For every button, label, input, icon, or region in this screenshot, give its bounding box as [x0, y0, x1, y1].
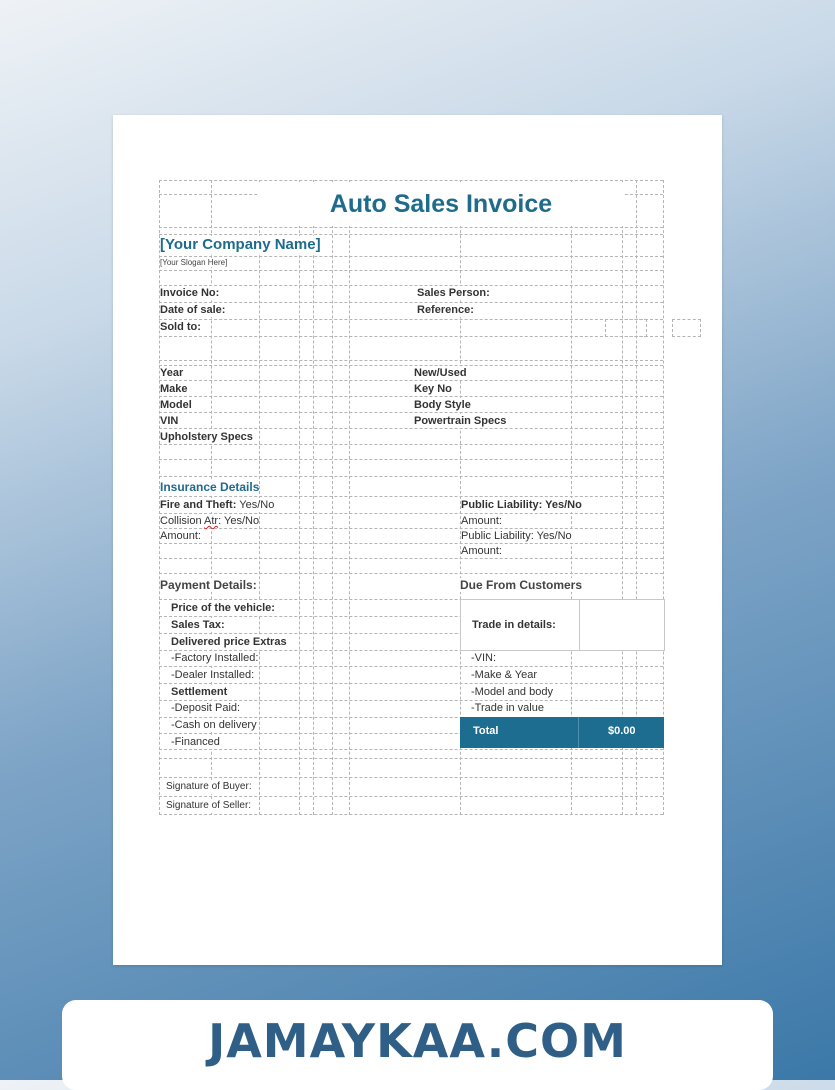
- grid-line: [159, 396, 663, 397]
- trade-in-details-label: Trade in details:: [472, 619, 556, 631]
- grid-line: [159, 319, 663, 320]
- grid-line: [349, 180, 350, 815]
- grid-line: [313, 180, 314, 815]
- grid-cell: [672, 319, 701, 337]
- company-slogan[interactable]: [Your Slogan Here]: [160, 258, 228, 267]
- trade-make-year-label: -Make & Year: [471, 669, 538, 681]
- grid-line: [159, 796, 663, 797]
- page-title: Auto Sales Invoice: [259, 182, 623, 226]
- grid-line: [159, 302, 663, 303]
- upholstery-specs-label: Upholstery Specs: [160, 431, 253, 443]
- fire-theft-value: Yes/No: [239, 499, 275, 511]
- grid-line: [299, 180, 300, 815]
- trade-in-box: [460, 599, 665, 651]
- powertrain-specs-label: Powertrain Specs: [414, 415, 507, 427]
- key-no-label: Key No: [414, 383, 452, 395]
- insurance-heading: Insurance Details: [160, 480, 260, 494]
- payment-heading: Payment Details:: [160, 578, 257, 592]
- deposit-paid-label: -Deposit Paid:: [171, 702, 241, 714]
- collision-prefix: Collision: [160, 515, 205, 527]
- grid-cell: [605, 319, 647, 337]
- grid-line: [159, 459, 663, 460]
- vehicle-vin-label: VIN: [160, 415, 179, 427]
- public-liability-1-label: Public Liability: Yes/No: [461, 499, 582, 511]
- grid-line: [159, 365, 663, 366]
- price-of-vehicle-label: Price of the vehicle:: [171, 602, 275, 614]
- amount-left-label: Amount:: [160, 530, 201, 542]
- trade-vin-label: -VIN:: [471, 652, 497, 664]
- total-label: Total: [473, 725, 499, 737]
- public-liability-2-label: Public Liability: Yes/No: [461, 530, 572, 542]
- grid-line: [159, 777, 663, 778]
- cash-on-delivery-label: -Cash on delivery: [171, 719, 257, 731]
- grid-line: [159, 180, 663, 181]
- collision-misspelled-word: Atr: [204, 515, 219, 527]
- grid-line: [159, 444, 663, 445]
- seller-signature-label: Signature of Seller:: [166, 800, 252, 811]
- collision-row: [160, 514, 259, 528]
- grid-line: [159, 234, 663, 235]
- grid-line: [159, 380, 663, 381]
- dealer-installed-label: -Dealer Installed:: [171, 669, 255, 681]
- date-of-sale-label: Date of sale:: [160, 304, 226, 316]
- fire-theft-label: Fire and Theft:: [160, 499, 237, 511]
- grid-line: [159, 360, 663, 361]
- grid-line: [159, 285, 663, 286]
- settlement-label: Settlement: [171, 686, 228, 698]
- grid-line: [332, 180, 333, 815]
- total-divider: [578, 717, 579, 748]
- trade-in-divider: [579, 600, 580, 650]
- grid-line: [159, 666, 663, 667]
- total-bar: [460, 717, 664, 748]
- total-value[interactable]: $0.00: [608, 725, 636, 737]
- footer-banner: [62, 1000, 773, 1090]
- grid-line: [159, 814, 663, 815]
- sales-tax-label: Sales Tax:: [171, 619, 225, 631]
- footer-brand[interactable]: JAMAYKAA.COM: [208, 1014, 627, 1068]
- grid-line: [159, 558, 663, 559]
- delivered-price-extras-label: Delivered price Extras: [171, 636, 287, 648]
- invoice-page: [113, 115, 722, 965]
- fire-theft-row: [160, 498, 274, 512]
- invoice-grid: [159, 180, 663, 815]
- body-style-label: Body Style: [414, 399, 471, 411]
- factory-installed-label: -Factory Installed:: [171, 652, 259, 664]
- grid-line: [159, 476, 663, 477]
- trade-model-body-label: -Model and body: [471, 686, 553, 698]
- grid-line: [159, 336, 663, 337]
- reference-label: Reference:: [417, 304, 474, 316]
- grid-line: [159, 528, 663, 529]
- new-used-label: New/Used: [414, 367, 467, 379]
- grid-line: [159, 683, 663, 684]
- grid-line: [159, 573, 663, 574]
- sales-person-label: Sales Person:: [417, 287, 490, 299]
- grid-line: [159, 227, 663, 228]
- financed-label: -Financed: [171, 736, 220, 748]
- grid-line: [159, 496, 663, 497]
- grid-line: [159, 428, 663, 429]
- grid-line: [159, 543, 663, 544]
- collision-suffix: : Yes/No: [218, 515, 260, 527]
- grid-line: [159, 270, 663, 271]
- trade-in-value-label: -Trade in value: [471, 702, 544, 714]
- buyer-signature-label: Signature of Buyer:: [166, 781, 252, 792]
- amount-right-2-label: Amount:: [461, 545, 502, 557]
- vehicle-make-label: Make: [160, 383, 188, 395]
- vehicle-year-label: Year: [160, 367, 184, 379]
- company-name[interactable]: [Your Company Name]: [160, 236, 321, 253]
- vehicle-model-label: Model: [160, 399, 192, 411]
- grid-line: [159, 758, 663, 759]
- due-from-customers-heading: Due From Customers: [460, 578, 583, 592]
- invoice-no-label: Invoice No:: [160, 287, 220, 299]
- grid-line: [159, 412, 663, 413]
- amount-right-1-label: Amount:: [461, 515, 502, 527]
- sold-to-label: Sold to:: [160, 321, 201, 333]
- grid-line: [159, 749, 663, 750]
- grid-line: [159, 256, 663, 257]
